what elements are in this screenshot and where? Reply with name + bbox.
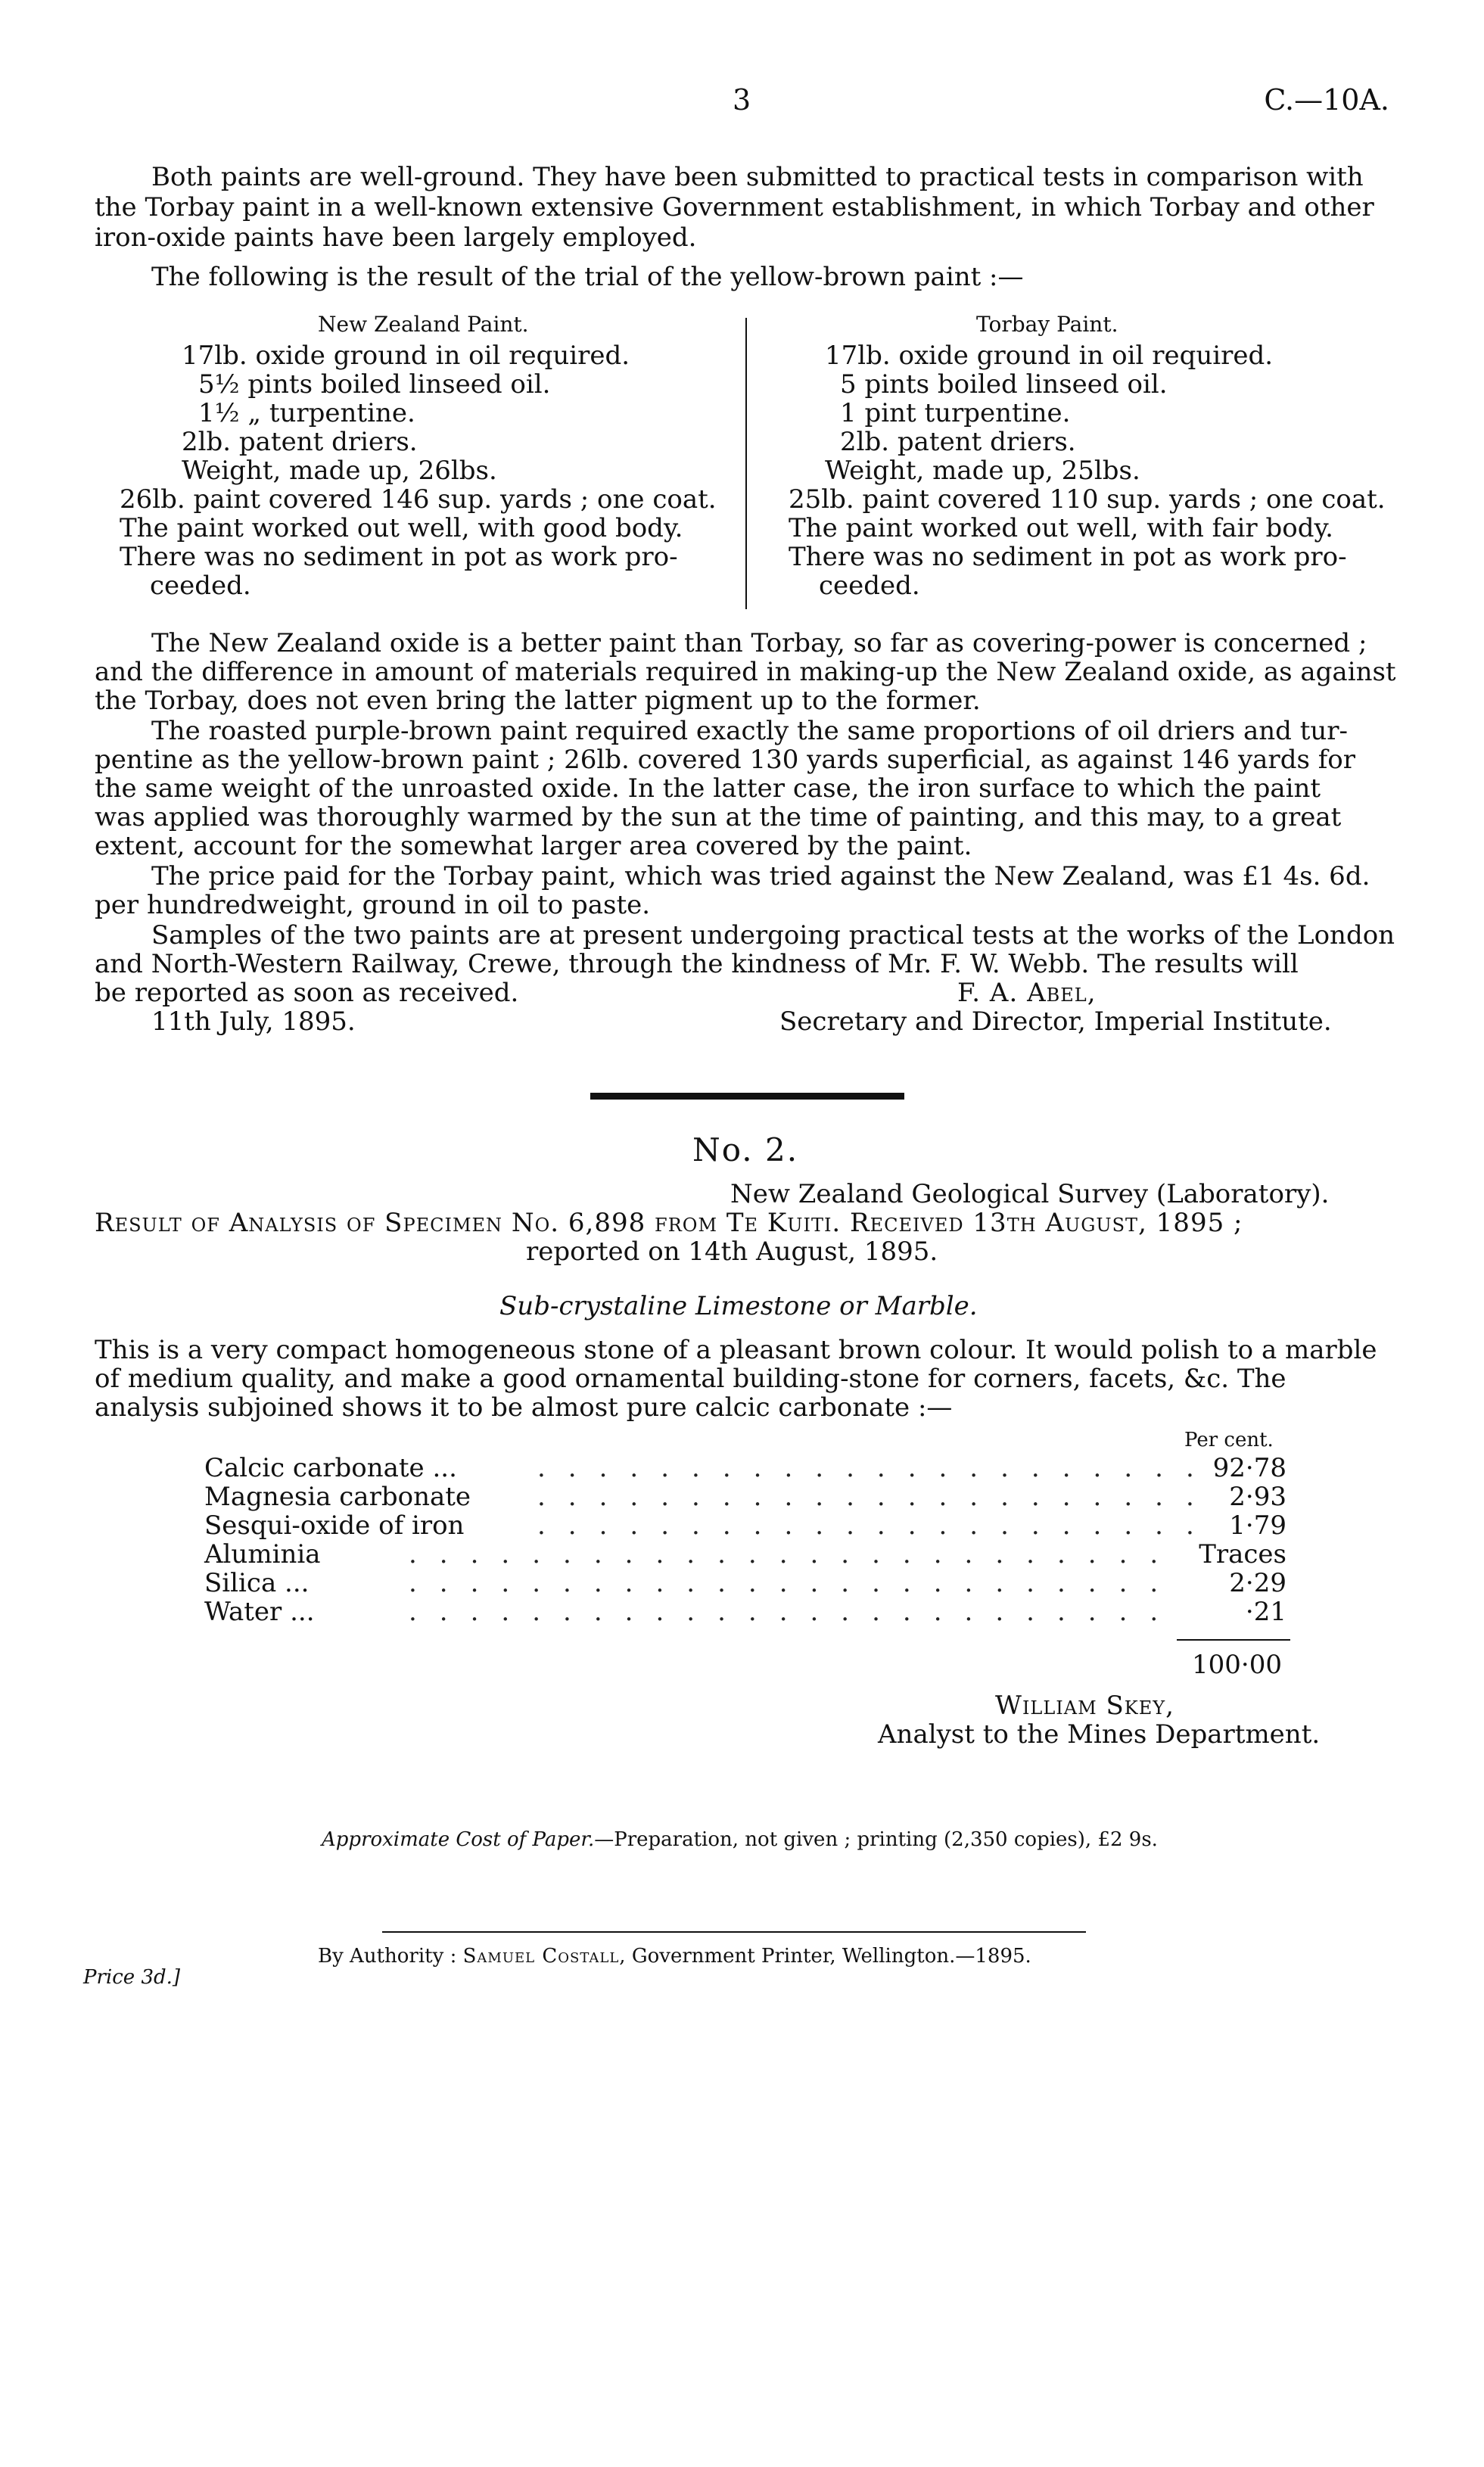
body-line: The roasted purple-brown paint required exactly the same proportions of oil driers and tur- xyxy=(151,716,1349,746)
footer-rule xyxy=(382,1931,1086,1933)
nz-line: There was no sediment in pot as work pro- xyxy=(120,542,678,572)
row-value: 92·78 xyxy=(1212,1453,1286,1483)
body-line: The price paid for the Torbay paint, which was tried against the New Zealand, was £1 4s. 6d. xyxy=(151,861,1370,891)
result-line-2: reported on 14th August, 1895. xyxy=(526,1237,938,1267)
row-value: 1·79 xyxy=(1229,1510,1286,1541)
body-line: extent, account for the somewhat larger area covered by the paint. xyxy=(95,831,972,861)
row-value: ·21 xyxy=(1245,1597,1286,1627)
nz-line: The paint worked out well, with good body. xyxy=(120,513,683,543)
signatory-title: Secretary and Director, Imperial Institute. xyxy=(779,1006,1332,1037)
leader-dots: ...................... xyxy=(537,1482,1217,1512)
row-label: Water ... xyxy=(204,1597,315,1627)
nz-line: 26lb. paint covered 146 sup. yards ; one coat. xyxy=(120,484,717,515)
section-number: No. 2. xyxy=(692,1131,799,1168)
nz-line: Weight, made up, 26lbs. xyxy=(182,456,497,486)
cost-label: Approximate Cost of Paper. xyxy=(322,1828,595,1851)
body-line: The New Zealand oxide is a better paint than Torbay, so far as covering-power is concerned ; xyxy=(151,628,1367,658)
cost-text: —Preparation, not given ; printing (2,350 copies), £2 9s. xyxy=(594,1828,1158,1851)
section-separator xyxy=(590,1093,904,1100)
page-number: 3 xyxy=(733,83,751,117)
torbay-line: 2lb. patent driers. xyxy=(840,427,1076,457)
authority-prefix: By Authority : xyxy=(318,1945,463,1968)
nz-line: 5½ pints boiled linseed oil. xyxy=(198,369,551,400)
nz-line: ceeded. xyxy=(150,571,251,601)
nz-line: 17lb. oxide ground in oil required. xyxy=(182,341,630,371)
analysis-paragraph-line: analysis subjoined shows it to be almost pure calcic carbonate :— xyxy=(95,1392,953,1423)
cost-note xyxy=(322,1828,1158,1851)
intro-line-3: iron-oxide paints have been largely employed. xyxy=(95,222,697,253)
total-rule xyxy=(1177,1639,1290,1641)
authority-suffix: , Government Printer, Wellington.—1895. xyxy=(619,1945,1031,1968)
lab-name: New Zealand Geological Survey (Laboratory). xyxy=(730,1179,1330,1209)
report-date: 11th July, 1895. xyxy=(151,1006,356,1037)
row-value: 2·93 xyxy=(1229,1482,1286,1512)
leader-dots: ......................... xyxy=(409,1597,1181,1627)
row-label: Calcic carbonate ... xyxy=(204,1453,457,1483)
torbay-line: ceeded. xyxy=(819,571,920,601)
torbay-line: 1 pint turpentine. xyxy=(840,398,1071,428)
table-total: 100·00 xyxy=(1192,1650,1282,1680)
intro-line-2: the Torbay paint in a well-known extensive Government establishment, in which Torbay and other xyxy=(95,192,1374,222)
torbay-line: There was no sediment in pot as work pro- xyxy=(789,542,1347,572)
torbay-line: 5 pints boiled linseed oil. xyxy=(840,369,1168,400)
leader-dots: ......................... xyxy=(409,1568,1181,1598)
analysis-paragraph-line: This is a very compact homogeneous stone of a pleasant brown colour. It would polish to a marble xyxy=(95,1335,1377,1365)
row-label: Magnesia carbonate xyxy=(204,1482,471,1512)
leader-dots: ...................... xyxy=(537,1453,1217,1483)
leader-dots: ...................... xyxy=(537,1510,1217,1541)
result-line-1: Result of Analysis of Specimen No. 6,898 from Te Kuiti. Received 13th August, 1895 ; xyxy=(95,1208,1243,1238)
torbay-paint-heading: Torbay Paint. xyxy=(976,312,1118,337)
row-label: Silica ... xyxy=(204,1568,310,1598)
analysis-paragraph-line: of medium quality, and make a good ornamental building-stone for corners, facets, &c. The xyxy=(95,1364,1286,1394)
body-line: and the difference in amount of materials required in making-up the New Zealand oxide, as against xyxy=(95,657,1396,687)
intro-line-1: Both paints are well-ground. They have been submitted to practical tests in comparison with xyxy=(151,162,1364,192)
column-divider xyxy=(745,318,747,609)
body-line: and North-Western Railway, Crewe, through the kindness of Mr. F. W. Webb. The results will xyxy=(95,949,1299,979)
body-line: was applied was thoroughly warmed by the sun at the time of painting, and this may, to a great xyxy=(95,802,1342,832)
row-label: Sesqui-oxide of iron xyxy=(204,1510,465,1541)
printer-name: Samuel Costall xyxy=(462,1945,620,1968)
body-line: be reported as soon as received. xyxy=(95,978,519,1008)
torbay-line: 25lb. paint covered 110 sup. yards ; one coat. xyxy=(789,484,1386,515)
price-note: Price 3d.] xyxy=(83,1966,181,1989)
nz-line: 2lb. patent driers. xyxy=(182,427,418,457)
row-value: Traces xyxy=(1199,1539,1286,1569)
specimen-subtitle: Sub-crystaline Limestone or Marble. xyxy=(499,1291,978,1321)
row-value: 2·29 xyxy=(1229,1568,1286,1598)
body-line: pentine as the yellow-brown paint ; 26lb. covered 130 yards superficial, as against 146 yards for xyxy=(95,745,1356,775)
analyst-title: Analyst to the Mines Department. xyxy=(878,1719,1321,1750)
document-code: C.—10A. xyxy=(1264,83,1389,117)
torbay-line: Weight, made up, 25lbs. xyxy=(825,456,1140,486)
signatory-name: F. A. Abel, xyxy=(957,978,1097,1008)
body-line: the same weight of the unroasted oxide. In the latter case, the iron surface to which the paint xyxy=(95,773,1321,804)
body-line: the Torbay, does not even bring the latter pigment up to the former. xyxy=(95,686,981,716)
nz-line: 1½ „ turpentine. xyxy=(198,398,415,428)
torbay-line: The paint worked out well, with fair body. xyxy=(789,513,1333,543)
table-unit-header: Per cent. xyxy=(1184,1429,1274,1451)
row-label: Aluminia xyxy=(204,1539,321,1569)
printer-imprint xyxy=(318,1945,1031,1968)
body-line: per hundredweight, ground in oil to paste. xyxy=(95,890,651,920)
torbay-line: 17lb. oxide ground in oil required. xyxy=(825,341,1274,371)
analyst-name: William Skey, xyxy=(995,1691,1174,1721)
nz-paint-heading: New Zealand Paint. xyxy=(318,312,529,337)
body-line: Samples of the two paints are at present undergoing practical tests at the works of the London xyxy=(151,920,1395,950)
intro-line-4: The following is the result of the trial of the yellow-brown paint :— xyxy=(151,262,1024,292)
leader-dots: ......................... xyxy=(409,1539,1181,1569)
